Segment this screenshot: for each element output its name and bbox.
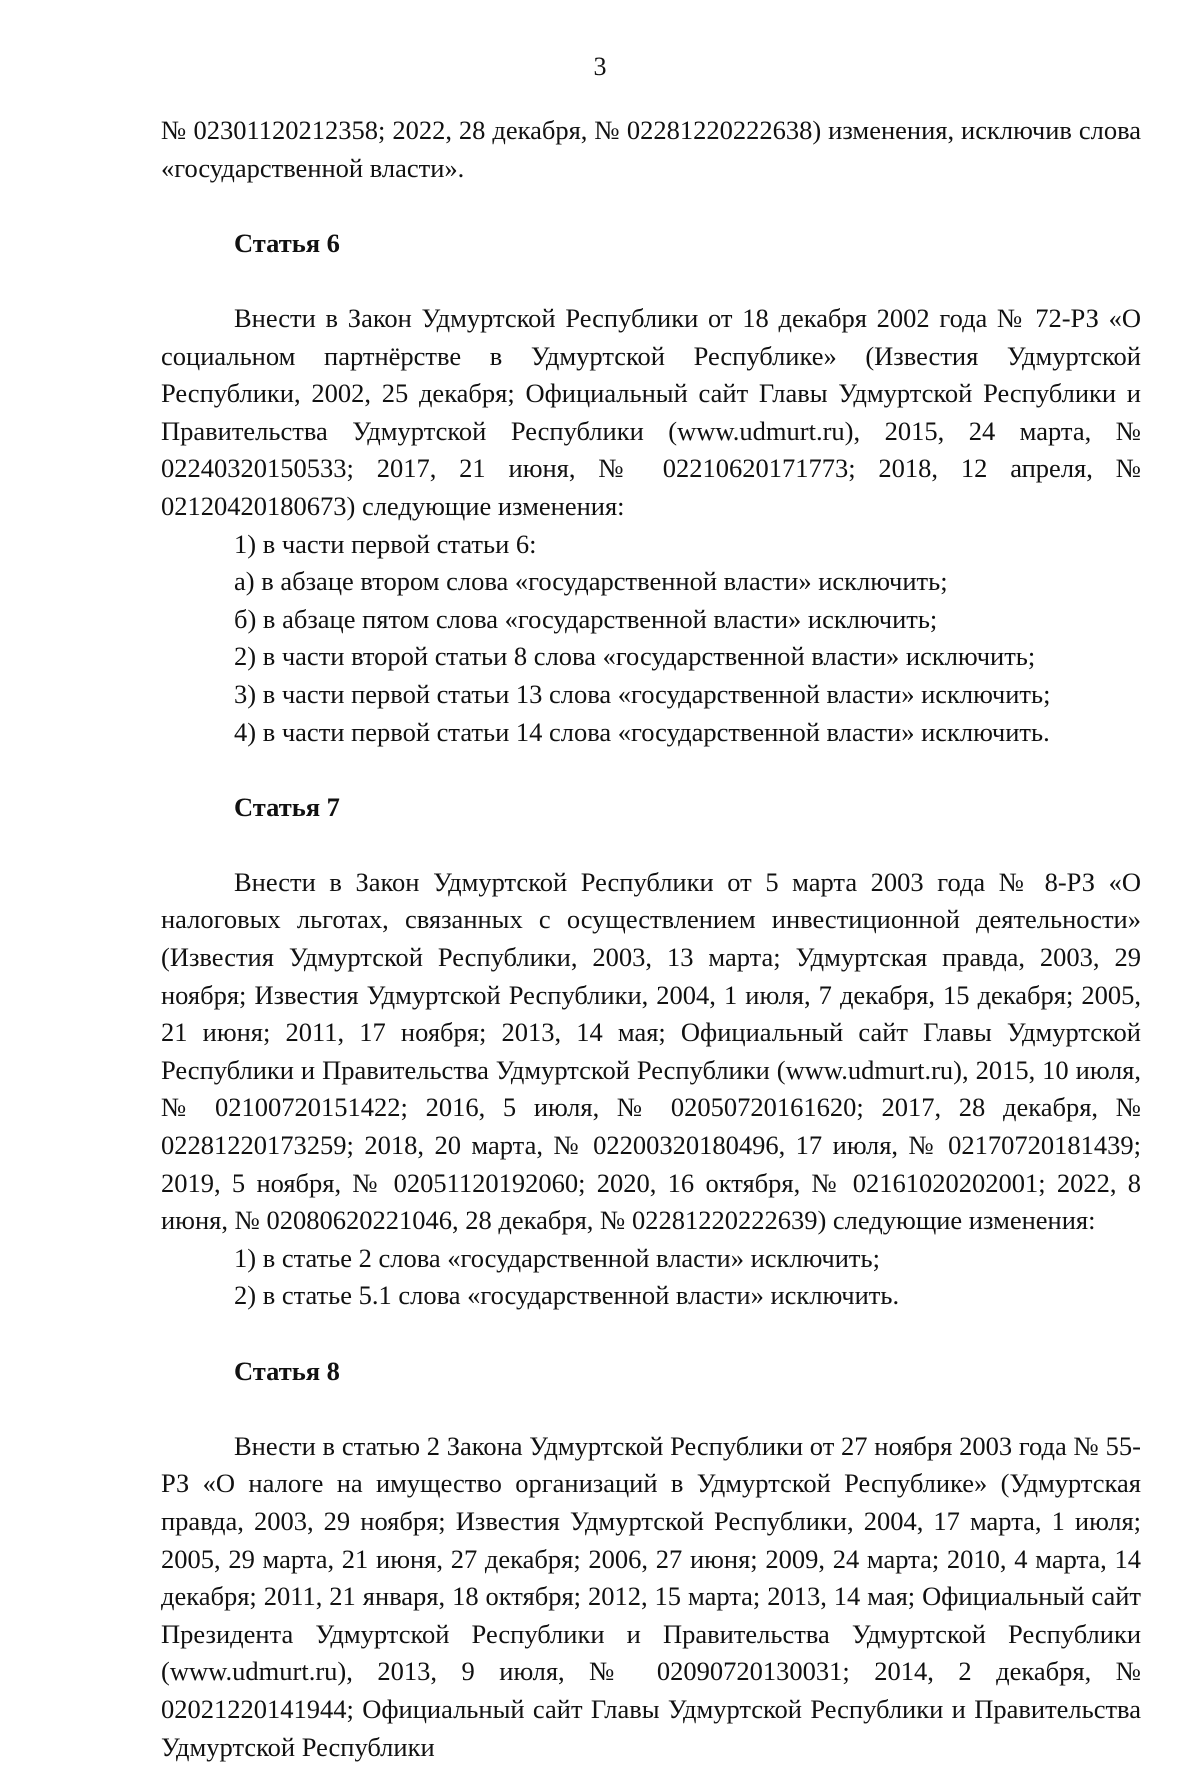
article-7 [161,789,1141,1315]
document-body [161,112,1141,1766]
article-6-item: б) в абзаце пятом слова «государственной власти» исключить; [234,603,938,634]
article-8-heading: Статья 8 [234,1355,340,1386]
article-6-item: 3) в части первой статьи 13 слова «государственной власти» исключить; [234,678,1051,709]
spacer [161,1315,1141,1353]
article-6-heading: Статья 6 [234,227,340,258]
spacer [161,826,1141,864]
article-6-item: 1) в части первой статьи 6: [234,528,537,559]
article-7-item: 1) в статье 2 слова «государственной власти» исключить; [234,1242,880,1273]
intro-paragraph: № 02301120212358; 2022, 28 декабря, № 02281220222638) изменения, исключив слова «государственной власти». [161,115,1141,183]
article-6-item: 2) в части второй статьи 8 слова «государственной власти» исключить; [234,641,1036,672]
spacer [161,262,1141,300]
article-7-heading: Статья 7 [234,791,340,822]
page-number: 3 [593,52,607,81]
spacer [161,1390,1141,1428]
article-6-item: 4) в части первой статьи 14 слова «государственной власти» исключить. [234,716,1050,747]
article-6-text: Внести в Закон Удмуртской Республики от 18 декабря 2002 года № 72-РЗ «О социальном партнёрстве в Удмуртской Республике» (Известия Удмуртской Республики, 2002, 25 декабря; Официальный сайт Главы Удмуртской Республики и Правительства Удмуртской Республики (www.udmurt.ru), 2015, 24 марта, № 02240320150533; 2017, 21 июня, № 02210620171773; 2018, 12 апреля, № 02120420180673) следующие изменения: [161,302,1141,521]
spacer [161,187,1141,225]
article-6 [161,225,1141,751]
article-7-item: 2) в статье 5.1 слова «государственной власти» исключить. [234,1280,900,1311]
article-8 [161,1353,1141,1766]
spacer [161,751,1141,789]
article-7-text: Внести в Закон Удмуртской Республики от 5 марта 2003 года № 8-РЗ «О налоговых льготах, связанных с осуществлением инвестиционной деятельности» (Известия Удмуртской Республики, 2003, 13 марта; Удмуртская правда, 2003, 29 ноября; Известия Удмуртской Республики, 2004, 1 июля, 7 декабря, 15 декабря; 2005, 21 июня; 2011, 17 ноября; 2013, 14 мая; Официальный сайт Главы Удмуртской Республики и Правительства Удмуртской Республики (www.udmurt.ru), 2015, 10 июля, № 02100720151422; 2016, 5 июля, № 02050720161620; 2017, 28 декабря, № 02281220173259; 2018, 20 марта, № 02200320180496, 17 июля, № 02170720181439; 2019, 5 ноября, № 02051120192060; 2020, 16 октября, № 02161020202001; 2022, 8 июня, № 02080620221046, 28 декабря, № 02281220222639) следующие изменения: [161,866,1141,1236]
article-6-item: а) в абзаце втором слова «государственной власти» исключить; [234,566,948,597]
article-8-text: Внести в статью 2 Закона Удмуртской Республики от 27 ноября 2003 года № 55-РЗ «О налоге на имущество организаций в Удмуртской Республике» (Удмуртская правда, 2003, 29 ноября; Известия Удмуртской Республики, 2004, 17 марта, 1 июля; 2005, 29 марта, 21 июня, 27 декабря; 2006, 27 июня; 2009, 24 марта; 2010, 4 марта, 14 декабря; 2011, 21 января, 18 октября; 2012, 15 марта; 2013, 14 мая; Официальный сайт Президента Удмуртской Республики и Правительства Удмуртской Республики (www.udmurt.ru), 2013, 9 июля, № 02090720130031; 2014, 2 декабря, № 02021220141944; Официальный сайт Главы Удмуртской Республики и Правительства Удмуртской Республики [161,1430,1141,1762]
